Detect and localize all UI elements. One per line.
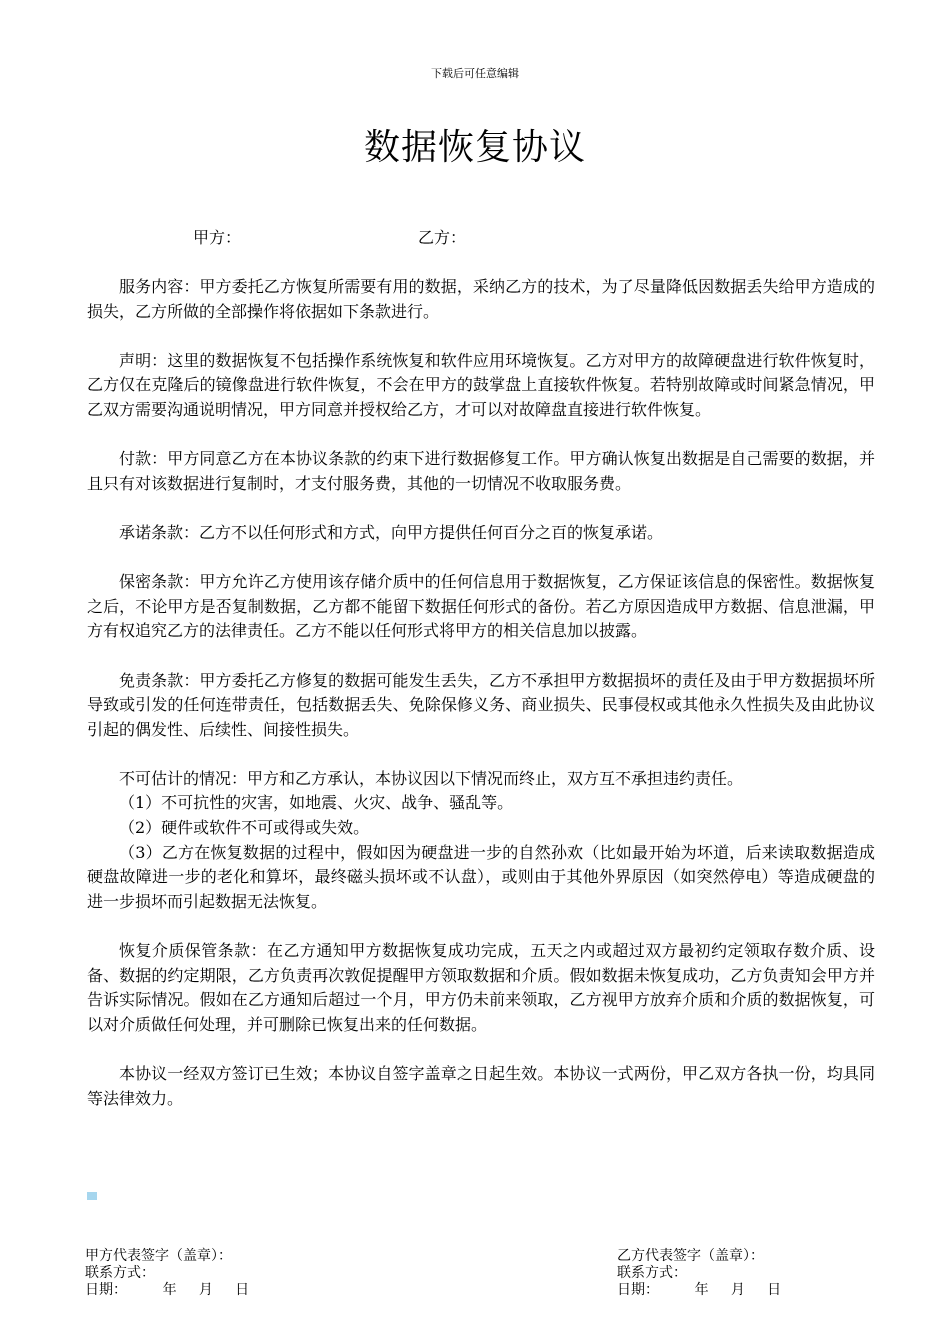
force-majeure-item: （3）乙方在恢复数据的过程中，假如因为硬盘进一步的自然孙欢（比如最开始为坏道，后来读取数据造成硬盘故障进一步的老化和算坏，最终磁头损坏或不认盘），或则由于其他外界原因（如突然停电）等造成硬盘的进一步损坏而引起数据无法恢复。 [87, 842, 875, 911]
payment-paragraph: 付款：甲方同意乙方在本协议条款的约束下进行数据修复工作。甲方确认恢复出数据是自己需要的数据，并且只有对该数据进行复制时，才支付服务费，其他的一切情况不收取服务费。 [87, 449, 875, 493]
party-b-sign-label: 乙方代表签字（盖章）： [617, 1248, 764, 1264]
document-title: 数据恢复协议 [363, 127, 586, 168]
party-b-contact-label: 联系方式： [617, 1265, 687, 1281]
party-a-signature-block [85, 1248, 249, 1299]
force-majeure-item: （2）硬件或软件不可或得或失效。 [119, 818, 370, 838]
force-majeure-paragraph: 不可估计的情况：甲方和乙方承认，本协议因以下情况而终止，双方互不承担违约责任。 [119, 768, 744, 788]
parties-line [0, 227, 950, 249]
custody-paragraph: 恢复介质保管条款：在乙方通知甲方数据恢复成功完成，五天之内或超过双方最初约定领取存数介质、设备、数据的约定期限，乙方负责再次敦促提醒甲方领取数据和介质。假如数据未恢复成功，乙方负责知会甲方并告诉实际情况。假如在乙方通知后超过一个月，甲方仍未前来领取，乙方视甲方放弃介质和介质的数据恢复，可以对介质做任何处理，并可删除已恢复出来的任何数据。 [87, 941, 875, 1034]
party-a-label: 甲方： [193, 228, 242, 247]
party-b-label: 乙方： [418, 228, 467, 247]
promise-paragraph: 承诺条款：乙方不以任何形式和方式，向甲方提供任何百分之百的恢复承诺。 [119, 522, 664, 542]
party-b-signature-block [617, 1248, 781, 1299]
effective-paragraph: 本协议一经双方签订已生效；本协议自签字盖章之日起生效。本协议一式两份，甲乙双方各执一份，均具同等法律效力。 [87, 1064, 875, 1108]
statement-paragraph: 声明：这里的数据恢复不包括操作系统恢复和软件应用环境恢复。乙方对甲方的故障硬盘进行软件恢复时，乙方仅在克隆后的镜像盘进行软件恢复，不会在甲方的鼓掌盘上直接软件恢复。若特别故障或时间紧急情况，甲乙双方需要沟通说明情况，甲方同意并授权给乙方，才可以对故障盘直接进行软件恢复。 [87, 350, 875, 419]
confidentiality-paragraph: 保密条款：甲方允许乙方使用该存储介质中的任何信息用于数据恢复，乙方保证该信息的保密性。数据恢复之后，不论甲方是否复制数据，乙方都不能留下数据任何形式的备份。若乙方原因造成甲方数据、信息泄漏，甲方有权追究乙方的法律责任。乙方不能以任何形式将甲方的相关信息加以披露。 [87, 572, 875, 641]
disclaimer-paragraph: 免责条款：甲方委托乙方修复的数据可能发生丢失，乙方不承担甲方数据损坏的责任及由于甲方数据损坏所导致或引发的任何连带责任，包括数据丢失、免除保修义务、商业损失、民事侵权或其他永久性损失及由此协议引起的偶发性、后续性、间接性损失。 [87, 670, 875, 739]
party-a-sign-label: 甲方代表签字（盖章）： [85, 1248, 232, 1264]
header-note: 下载后可任意编辑 [431, 67, 519, 80]
text-cursor-marker [87, 1192, 97, 1200]
agreement-body [87, 275, 875, 1136]
party-a-contact-label: 联系方式： [85, 1265, 155, 1281]
party-a-date-label: 日期： 年 月 日 [85, 1282, 250, 1298]
party-b-date-label: 日期： 年 月 日 [617, 1282, 782, 1298]
force-majeure-item: （1）不可抗性的灾害，如地震、火灾、战争、骚乱等。 [119, 793, 514, 813]
service-paragraph: 服务内容：甲方委托乙方恢复所需要有用的数据，采纳乙方的技术，为了尽量降低因数据丢失给甲方造成的损失，乙方所做的全部操作将依据如下条款进行。 [87, 277, 875, 321]
